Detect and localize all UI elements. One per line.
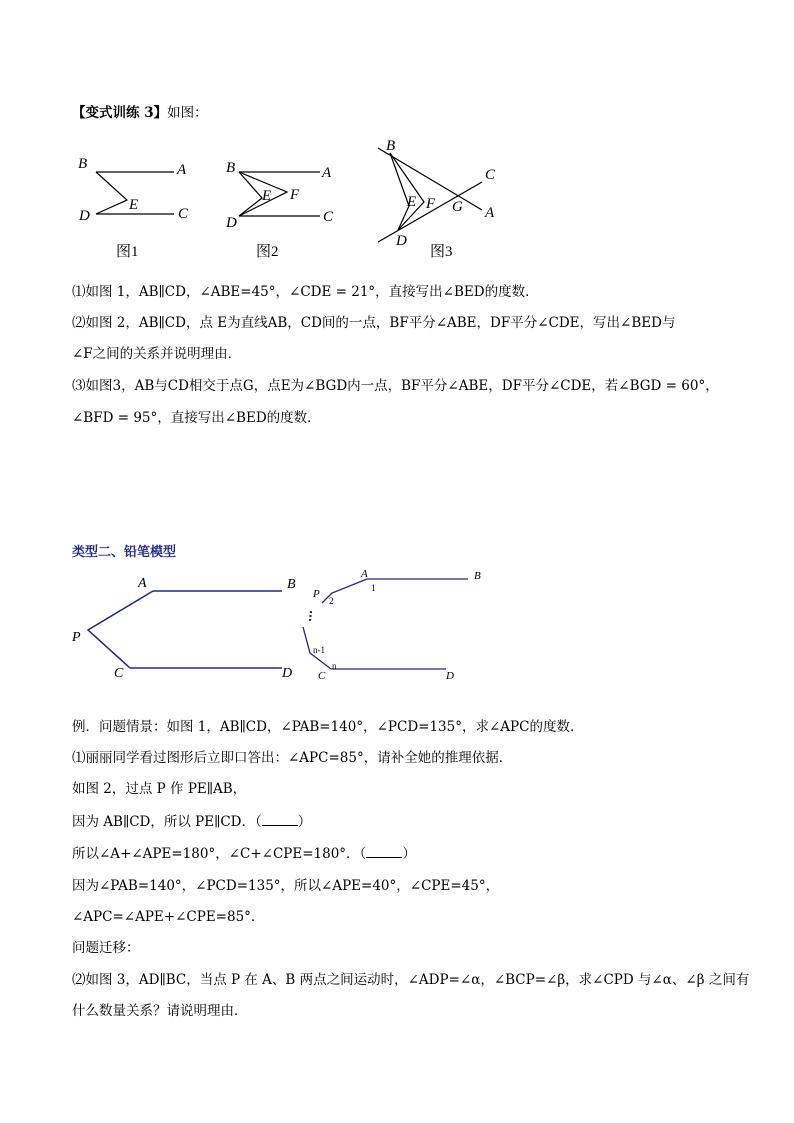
fig2-label-d: D <box>226 215 237 231</box>
pencil-left-label-b: B <box>287 577 296 592</box>
reasoning-step-2-close: ） <box>297 814 312 830</box>
exercise-title-bracket: 【变式训练 3】 <box>72 105 168 121</box>
fig2-caption: 图2 <box>256 244 279 260</box>
part-2-line-1: ⑵如图 3，AD∥BC，当点 P 在 A、B 两点之间运动时，∠ADP=∠α，∠BCP=∠β，求∠CPD 与∠α、∠β 之间有 <box>72 972 750 988</box>
pencil-right-label-n: n <box>332 661 337 671</box>
part-2-line-2: 什么数量关系？请说明理由． <box>72 1003 248 1019</box>
fig3-label-f: F <box>426 196 436 212</box>
question-3-line-1: ⑶如图3，AB与CD相交于点G，点E为∠BGD内一点，BF平分∠ABE，DF平分∠CDE，若∠BGD = 60°， <box>72 378 719 394</box>
pencil-right-label-1: 1 <box>371 583 376 593</box>
problem-transfer-label: 问题迁移： <box>72 940 140 956</box>
figures-row-1 <box>0 130 794 270</box>
fig1-label-c: C <box>178 206 189 222</box>
fig3-caption: 图3 <box>430 244 453 260</box>
fig3-label-g: G <box>452 199 463 215</box>
reasoning-step-3-close: ） <box>402 846 416 862</box>
question-2-line-1: ⑵如图 2，AB∥CD，点 E为直线AB，CD间的一点，BF平分∠ABE，DF平分∠CDE，写出∠BED与 <box>72 315 676 331</box>
pencil-right-label-a: A <box>361 568 368 580</box>
fig2-label-a: A <box>322 165 332 181</box>
reasoning-step-3 <box>72 844 416 864</box>
reasoning-step-5: ∠APC=∠APE+∠CPE=85°． <box>72 909 265 925</box>
pencil-right-label-p: P <box>313 588 320 600</box>
fig1-caption: 图1 <box>116 244 139 260</box>
reasoning-step-2-text: 因为 AB∥CD，所以 PE∥CD．（ <box>72 814 262 830</box>
fig1-label-a: A <box>177 162 187 178</box>
fig3-label-b: B <box>386 138 396 154</box>
reasoning-step-4: 因为∠PAB=140°，∠PCD=135°，所以∠APE=40°，∠CPE=45°， <box>72 878 500 894</box>
reason-blank-1[interactable] <box>262 813 298 826</box>
exercise-title <box>72 103 208 123</box>
exercise-title-rest: 如图： <box>167 105 208 121</box>
pencil-figure-left <box>71 576 296 681</box>
fig1-label-b: B <box>78 156 88 172</box>
pencil-figure-right <box>303 568 481 682</box>
reason-blank-2[interactable] <box>366 845 402 858</box>
fig2-label-c: C <box>323 209 334 225</box>
question-3-line-2: ∠BFD = 95°，直接写出∠BED的度数． <box>72 410 321 426</box>
reasoning-step-3-text: 所以∠A+∠APE=180°，∠C+∠CPE=180°．（ <box>72 846 367 862</box>
pencil-left-label-c: C <box>114 666 124 681</box>
figures-row-2 <box>0 565 794 685</box>
pencil-left-label-d: D <box>282 666 293 681</box>
fig1-label-d: D <box>79 208 90 224</box>
reasoning-step-2 <box>72 812 311 832</box>
pencil-right-label-n-minus-1: n-1 <box>313 645 325 655</box>
fig3-label-e: E <box>407 194 417 210</box>
section-2-heading: 类型二、铅笔模型 <box>72 545 177 560</box>
pencil-right-label-d: D <box>446 670 454 682</box>
fig3-label-c: C <box>485 167 496 183</box>
figure-3 <box>378 138 496 260</box>
fig3-label-d: D <box>396 233 407 249</box>
pencil-right-label-c: C <box>318 670 326 682</box>
question-1: ⑴如图 1，AB∥CD，∠ABE=45°，∠CDE = 21°，直接写出∠BED的度数． <box>72 284 539 300</box>
pencil-left-label-p: P <box>72 630 81 645</box>
fig2-label-b: B <box>226 160 236 176</box>
fig2-label-e: E <box>262 188 272 204</box>
pencil-left-label-a: A <box>138 576 147 591</box>
pencil-right-label-b: B <box>474 570 481 582</box>
reasoning-step-1: 如图 2，过点 P 作 PE∥AB， <box>72 781 247 797</box>
question-2-line-2: ∠F之间的关系并说明理由． <box>72 346 242 362</box>
fig1-label-e: E <box>129 197 139 213</box>
fig3-label-a: A <box>485 205 495 221</box>
fig2-label-f: F <box>290 187 300 203</box>
pencil-right-label-2: 2 <box>329 596 334 606</box>
example-statement: 例．问题情景：如图 1，AB∥CD，∠PAB=140°，∠PCD=135°，求∠APC的度数． <box>72 719 584 735</box>
figure-1 <box>78 156 189 260</box>
part-1-intro: ⑴丽丽同学看过图形后立即口答出：∠APC=85°，请补全她的推理依据． <box>72 750 513 766</box>
figure-2 <box>225 160 334 260</box>
